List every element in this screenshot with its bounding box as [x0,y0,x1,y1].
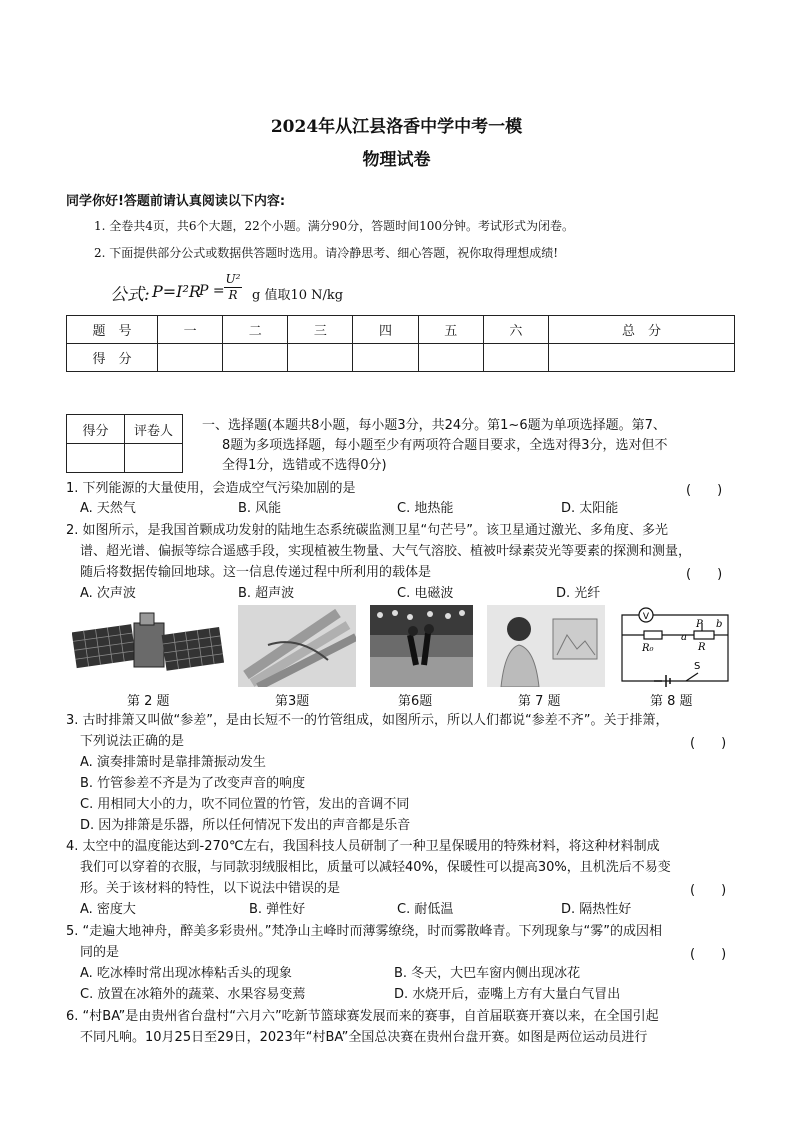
q5-option-d: D. 水烧开后，壶嘴上方有大量白气冒出 [394,987,621,1002]
formula-fraction [224,272,242,303]
score-cell-6: 六 [483,316,548,344]
q3-option-d: D. 因为排箫是乐器，所以任何情况下发出的声音都是乐音 [80,818,411,833]
q4-line1: 4. 太空中的温度能达到-270℃左右，我国科技人员研制了一种卫星保暖用的特殊材料，将这种材料制成 [66,839,660,854]
score-cell-2: 二 [223,316,288,344]
q1-option-b: B. 风能 [238,501,282,516]
rheostat-r-label: R [698,642,706,653]
q5-option-b: B. 冬天，大巴车窗内侧出现冰花 [394,966,581,981]
caption-fig7: 第 7 题 [518,694,561,709]
q4-option-a: A. 密度大 [80,902,136,917]
q1-answer-paren[interactable]: ( ) [686,483,723,498]
fraction-numerator: U² [225,272,241,286]
score-cell-total: 总 分 [548,316,734,344]
switch-s-label: S [694,661,701,672]
section1-heading-line1: 一、选择题(本题共8小题，每小题3分，共24分。第1~6题为单项选择题。第7、 [202,418,666,433]
q4-line2: 我们可以穿着的衣服，与同款羽绒服相比，质量可以减轻40%，保暖性可以提高30%，且机洗后不易变 [80,860,671,875]
satellite-figure [72,605,224,687]
q2-answer-paren[interactable]: ( ) [686,567,723,582]
q3-option-a: A. 演奏排箫时是靠排箫振动发生 [80,755,266,770]
formula-label: 公式: [110,285,150,305]
q5-option-c: C. 放置在冰箱外的蔬菜、水果容易变蔫 [80,987,306,1002]
score-cell-5: 五 [418,316,483,344]
score-table-score-row [67,344,735,372]
notice-item-1: 1. 全卷共4页，共6个大题，22个小题。满分90分，答题时间100分钟。考试形式为闭卷。 [94,219,574,233]
q3-line1: 3. 古时排箫又叫做“参差”，是由长短不一的竹管组成，如图所示，所以人们都说“参差不齐”。关于排箫， [66,713,669,728]
q4-line3: 形。关于该材料的特性，以下说法中错误的是 [80,881,341,896]
exam-subtitle: 物理试卷 [362,150,431,170]
q2-line1: 2. 如图所示，是我国首颗成功发射的陆地生态系统碳监测卫星“句芒号”。该卫星通过激光、多角度、多光 [66,523,669,538]
q4-option-d: D. 隔热性好 [561,902,632,917]
grader-table [66,414,183,473]
score-input-1[interactable] [158,344,223,372]
q6-line2: 不同凡响。10月25日至29日，2023年“村BA”全国总决赛在贵州台盘开赛。如图是两位运动员进行 [80,1030,648,1045]
circuit-diagram [616,605,734,687]
q1-option-a: A. 天然气 [80,501,136,516]
score-table [66,315,735,372]
voltmeter-label: V [642,612,650,622]
q1-option-c: C. 地热能 [397,501,454,516]
q5-option-a: A. 吃冰棒时常出现冰棒粘舌头的现象 [80,966,292,981]
exam-title: 2024年从江县洛香中学中考一模 [270,117,523,137]
q5-line2: 同的是 [80,945,120,960]
fraction-denominator: R [228,288,238,302]
score-cell-1: 一 [158,316,223,344]
score-input-4[interactable] [353,344,418,372]
grader-name-input[interactable] [125,444,183,473]
score-table-header-row [67,316,735,344]
score-row-label: 得 分 [67,344,158,372]
q4-option-b: B. 弹性好 [249,902,306,917]
q3-line2: 下列说法正确的是 [80,734,185,749]
student-figure [487,605,605,687]
gravity-note: g 值取10 N/kg [252,288,344,303]
formula-power-voltage-left: P = [199,283,225,299]
q1-stem: 1. 下列能源的大量使用，会造成空气污染加剧的是 [66,481,356,496]
notice-greeting: 同学你好!答题前请认真阅读以下内容: [66,194,286,209]
satellite-body [134,623,164,667]
q4-option-c: C. 耐低温 [397,902,454,917]
score-input-total[interactable] [548,344,734,372]
section1-heading-line3: 全得1分，选错或不选得0分) [222,458,387,473]
q5-answer-paren[interactable]: ( ) [690,947,727,962]
formula-power-current: P=I²R [152,282,201,301]
terminal-b-label: b [716,619,723,630]
score-cell-3: 三 [288,316,353,344]
score-input-3[interactable] [288,344,353,372]
slider-p-label: P [696,619,703,630]
q2-line3: 随后将数据传输回地球。这一信息传递过程中所利用的载体是 [80,565,432,580]
r0-label: R₀ [642,643,654,654]
panpipe-figure [238,605,356,687]
score-input-2[interactable] [223,344,288,372]
grader-score-label: 得分 [67,415,125,444]
satellite-right-panel [162,627,224,671]
notice-item-2: 2. 下面提供部分公式或数据供答题时选用。请冷静思考、细心答题，祝你取得理想成绩! [94,246,559,260]
q1-option-d: D. 太阳能 [561,501,619,516]
score-input-5[interactable] [418,344,483,372]
q2-line2: 谱、超光谱、偏振等综合遥感手段，实现植被生物量、大气气溶胶、植被叶绿素荧光等要素的探测和测量， [80,544,692,559]
caption-fig3: 第3题 [275,694,310,709]
score-cell-label: 题 号 [67,316,158,344]
caption-fig8: 第 8 题 [650,694,693,709]
q4-answer-paren[interactable]: ( ) [690,883,727,898]
terminal-a-label: a [681,632,687,643]
satellite-left-panel [72,624,136,668]
q3-option-c: C. 用相同大小的力，吹不同位置的竹管，发出的音调不同 [80,797,410,812]
grader-name-label: 评卷人 [125,415,183,444]
q2-option-c: C. 电磁波 [397,586,454,601]
q2-option-b: B. 超声波 [238,586,295,601]
caption-fig2: 第 2 题 [127,694,170,709]
q3-option-b: B. 竹管参差不齐是为了改变声音的响度 [80,776,306,791]
caption-fig6: 第6题 [398,694,433,709]
score-input-6[interactable] [483,344,548,372]
section1-heading-line2: 8题为多项选择题，每小题至少有两项符合题目要求，全选对得3分，选对但不 [222,438,668,453]
grader-score-input[interactable] [67,444,125,473]
q2-option-d: D. 光纤 [556,586,601,601]
q6-line1: 6. “村BA”是由贵州省台盘村“六月六”吃新节篮球赛发展而来的赛事，自首届联赛开赛以来，在全国引起 [66,1009,659,1024]
q5-line1: 5. “走遍大地神舟，醉美多彩贵州。”梵净山主峰时而薄雾缭绕，时而雾散峰青。下列现象与“雾”的成因相 [66,924,662,939]
q3-answer-paren[interactable]: ( ) [690,736,727,751]
basketball-figure [370,605,473,687]
score-cell-4: 四 [353,316,418,344]
q2-option-a: A. 次声波 [80,586,136,601]
